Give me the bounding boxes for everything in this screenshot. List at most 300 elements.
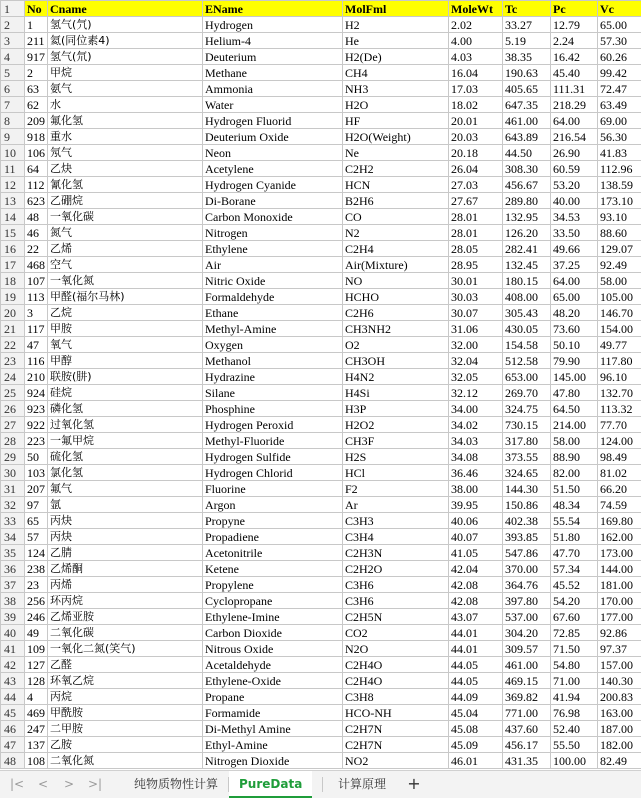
cell-vc[interactable]: 92.86 — [598, 625, 641, 641]
row-number[interactable]: 32 — [1, 497, 25, 513]
cell-molfml[interactable]: C2H4 — [343, 241, 449, 257]
cell-vc[interactable]: 177.00 — [598, 609, 641, 625]
cell-pc[interactable]: 60.59 — [551, 161, 598, 177]
cell-molfml[interactable]: CH4 — [343, 65, 449, 81]
cell-vc[interactable]: 99.42 — [598, 65, 641, 81]
row-number[interactable]: 47 — [1, 737, 25, 753]
cell-tc[interactable]: 393.85 — [503, 529, 551, 545]
cell-ename[interactable]: Nitric Oxide — [203, 273, 343, 289]
cell-no[interactable]: 97 — [25, 497, 48, 513]
cell-cname[interactable]: 一氧化碳 — [48, 209, 203, 225]
cell-cname[interactable]: 丙炔 — [48, 529, 203, 545]
cell-tc[interactable]: 456.67 — [503, 177, 551, 193]
row-number[interactable]: 23 — [1, 353, 25, 369]
cell-molfml[interactable]: HCN — [343, 177, 449, 193]
cell-molfml[interactable]: C3H8 — [343, 689, 449, 705]
cell-tc[interactable]: 190.63 — [503, 65, 551, 81]
cell-vc[interactable]: 187.00 — [598, 721, 641, 737]
cell-cname[interactable]: 硅烷 — [48, 385, 203, 401]
cell-molewt[interactable]: 39.95 — [449, 497, 503, 513]
cell-pc[interactable]: 64.00 — [551, 273, 598, 289]
cell-ename[interactable]: Hydrogen Fluorid — [203, 113, 343, 129]
cell-tc[interactable]: 643.89 — [503, 129, 551, 145]
cell-pc[interactable]: 72.85 — [551, 625, 598, 641]
cell-vc[interactable]: 81.02 — [598, 465, 641, 481]
cell-cname[interactable]: 乙烷 — [48, 305, 203, 321]
row-number[interactable]: 17 — [1, 257, 25, 273]
cell-vc[interactable]: 66.20 — [598, 481, 641, 497]
cell-no[interactable]: 210 — [25, 369, 48, 385]
cell-no[interactable]: 207 — [25, 481, 48, 497]
row-number[interactable]: 13 — [1, 193, 25, 209]
cell-tc[interactable]: 397.80 — [503, 593, 551, 609]
row-number[interactable]: 30 — [1, 465, 25, 481]
cell-no[interactable]: 917 — [25, 49, 48, 65]
cell-molewt[interactable]: 2.02 — [449, 17, 503, 33]
row-number[interactable]: 37 — [1, 577, 25, 593]
cell-pc[interactable]: 50.10 — [551, 337, 598, 353]
cell-ename[interactable]: Di-Methyl Amine — [203, 721, 343, 737]
cell-no[interactable]: 623 — [25, 193, 48, 209]
cell-molewt[interactable]: 32.00 — [449, 337, 503, 353]
cell-tc[interactable]: 132.45 — [503, 257, 551, 273]
row-number[interactable]: 14 — [1, 209, 25, 225]
cell-ename[interactable]: Formamide — [203, 705, 343, 721]
cell-molewt[interactable]: 32.05 — [449, 369, 503, 385]
row-number[interactable]: 46 — [1, 721, 25, 737]
cell-tc[interactable]: 5.19 — [503, 33, 551, 49]
cell-cname[interactable]: 氮气 — [48, 225, 203, 241]
cell-tc[interactable]: 44.50 — [503, 145, 551, 161]
cell-molewt[interactable]: 31.06 — [449, 321, 503, 337]
row-number[interactable]: 33 — [1, 513, 25, 529]
cell-no[interactable]: 57 — [25, 529, 48, 545]
cell-molewt[interactable]: 27.03 — [449, 177, 503, 193]
cell-tc[interactable]: 180.15 — [503, 273, 551, 289]
cell-vc[interactable]: 181.00 — [598, 577, 641, 593]
cell-vc[interactable]: 69.00 — [598, 113, 641, 129]
row-number[interactable]: 6 — [1, 81, 25, 97]
cell-tc[interactable]: 324.65 — [503, 465, 551, 481]
cell-vc[interactable]: 57.30 — [598, 33, 641, 49]
cell-cname[interactable]: 甲醛(福尔马林) — [48, 289, 203, 305]
cell-cname[interactable]: 乙烯酮 — [48, 561, 203, 577]
cell-molfml[interactable]: C3H3 — [343, 513, 449, 529]
cell-cname[interactable]: 环氧乙烷 — [48, 673, 203, 689]
cell-pc[interactable]: 82.00 — [551, 465, 598, 481]
cell-molewt[interactable]: 45.09 — [449, 737, 503, 753]
cell-cname[interactable]: 一氧化氮 — [48, 273, 203, 289]
cell-cname[interactable]: 乙胺 — [48, 737, 203, 753]
row-number[interactable]: 43 — [1, 673, 25, 689]
cell-tc[interactable]: 309.57 — [503, 641, 551, 657]
cell-molfml[interactable]: C2H2O — [343, 561, 449, 577]
tab-calc-principle[interactable]: 计算原理 — [338, 777, 387, 791]
cell-molfml[interactable]: NO2 — [343, 753, 449, 769]
cell-molewt[interactable]: 40.07 — [449, 529, 503, 545]
cell-ename[interactable]: Nitrogen — [203, 225, 343, 241]
cell-molewt[interactable]: 4.00 — [449, 33, 503, 49]
row-number[interactable]: 3 — [1, 33, 25, 49]
row-number[interactable]: 44 — [1, 689, 25, 705]
row-number[interactable]: 25 — [1, 385, 25, 401]
cell-pc[interactable]: 26.90 — [551, 145, 598, 161]
cell-vc[interactable]: 105.00 — [598, 289, 641, 305]
cell-molfml[interactable]: F2 — [343, 481, 449, 497]
cell-molewt[interactable]: 42.08 — [449, 577, 503, 593]
cell-pc[interactable]: 145.00 — [551, 369, 598, 385]
cell-no[interactable]: 107 — [25, 273, 48, 289]
cell-cname[interactable]: 氰化氢 — [48, 177, 203, 193]
cell-cname[interactable]: 氖气 — [48, 145, 203, 161]
cell-vc[interactable]: 117.80 — [598, 353, 641, 369]
cell-pc[interactable]: 216.54 — [551, 129, 598, 145]
cell-molfml[interactable]: C2H2 — [343, 161, 449, 177]
cell-no[interactable]: 65 — [25, 513, 48, 529]
cell-ename[interactable]: Neon — [203, 145, 343, 161]
cell-pc[interactable]: 67.60 — [551, 609, 598, 625]
cell-molewt[interactable]: 45.04 — [449, 705, 503, 721]
cell-no[interactable]: 1 — [25, 17, 48, 33]
cell-ename[interactable]: Argon — [203, 497, 343, 513]
row-number[interactable]: 7 — [1, 97, 25, 113]
cell-pc[interactable]: 12.79 — [551, 17, 598, 33]
cell-no[interactable]: 246 — [25, 609, 48, 625]
first-sheet-icon[interactable]: |< — [9, 777, 25, 791]
cell-tc[interactable]: 33.27 — [503, 17, 551, 33]
row-number[interactable]: 22 — [1, 337, 25, 353]
row-number[interactable]: 48 — [1, 753, 25, 769]
cell-ename[interactable]: Hydrogen — [203, 17, 343, 33]
cell-pc[interactable]: 37.25 — [551, 257, 598, 273]
cell-tc[interactable]: 132.95 — [503, 209, 551, 225]
cell-cname[interactable]: 一氟甲烷 — [48, 433, 203, 449]
cell-ename[interactable]: Methyl-Amine — [203, 321, 343, 337]
cell-no[interactable]: 116 — [25, 353, 48, 369]
cell-tc[interactable]: 269.70 — [503, 385, 551, 401]
cell-vc[interactable]: 132.70 — [598, 385, 641, 401]
cell-ename[interactable]: Ethane — [203, 305, 343, 321]
cell-molfml[interactable]: O2 — [343, 337, 449, 353]
cell-vc[interactable]: 173.00 — [598, 545, 641, 561]
cell-molfml[interactable]: C2H7N — [343, 721, 449, 737]
cell-no[interactable]: 137 — [25, 737, 48, 753]
cell-tc[interactable]: 402.38 — [503, 513, 551, 529]
cell-pc[interactable]: 100.00 — [551, 753, 598, 769]
cell-ename[interactable]: Ethylene-Oxide — [203, 673, 343, 689]
cell-molfml[interactable]: C2H5N — [343, 609, 449, 625]
cell-molfml[interactable]: Air(Mixture) — [343, 257, 449, 273]
cell-no[interactable]: 2 — [25, 65, 48, 81]
cell-ename[interactable]: Propadiene — [203, 529, 343, 545]
cell-cname[interactable]: 乙腈 — [48, 545, 203, 561]
cell-molfml[interactable]: He — [343, 33, 449, 49]
cell-vc[interactable]: 58.00 — [598, 273, 641, 289]
cell-vc[interactable]: 138.59 — [598, 177, 641, 193]
cell-pc[interactable]: 52.40 — [551, 721, 598, 737]
cell-pc[interactable]: 47.80 — [551, 385, 598, 401]
cell-molfml[interactable]: C3H4 — [343, 529, 449, 545]
cell-no[interactable]: 127 — [25, 657, 48, 673]
cell-molfml[interactable]: C3H6 — [343, 593, 449, 609]
cell-molewt[interactable]: 34.00 — [449, 401, 503, 417]
cell-vc[interactable]: 162.00 — [598, 529, 641, 545]
cell-pc[interactable]: 2.24 — [551, 33, 598, 49]
cell-no[interactable]: 112 — [25, 177, 48, 193]
cell-vc[interactable]: 163.00 — [598, 705, 641, 721]
cell-no[interactable]: 223 — [25, 433, 48, 449]
cell-molewt[interactable]: 28.95 — [449, 257, 503, 273]
cell-ename[interactable]: Acetaldehyde — [203, 657, 343, 673]
cell-no[interactable]: 64 — [25, 161, 48, 177]
cell-cname[interactable]: 丙烯 — [48, 577, 203, 593]
cell-molewt[interactable]: 30.07 — [449, 305, 503, 321]
row-number[interactable]: 38 — [1, 593, 25, 609]
cell-cname[interactable]: 水 — [48, 97, 203, 113]
row-number[interactable]: 4 — [1, 49, 25, 65]
cell-tc[interactable]: 304.20 — [503, 625, 551, 641]
cell-molfml[interactable]: CH3OH — [343, 353, 449, 369]
cell-pc[interactable]: 33.50 — [551, 225, 598, 241]
cell-cname[interactable]: 氢气(氕) — [48, 17, 203, 33]
row-number[interactable]: 11 — [1, 161, 25, 177]
cell-pc[interactable]: 57.34 — [551, 561, 598, 577]
cell-ename[interactable]: Hydrogen Chlorid — [203, 465, 343, 481]
cell-ename[interactable]: Propylene — [203, 577, 343, 593]
cell-molfml[interactable]: C2H4O — [343, 673, 449, 689]
cell-vc[interactable]: 112.96 — [598, 161, 641, 177]
header-no[interactable]: No — [25, 1, 48, 17]
cell-tc[interactable]: 437.60 — [503, 721, 551, 737]
cell-no[interactable]: 256 — [25, 593, 48, 609]
header-tc[interactable]: Tc — [503, 1, 551, 17]
cell-vc[interactable]: 49.77 — [598, 337, 641, 353]
cell-ename[interactable]: Acetonitrile — [203, 545, 343, 561]
prev-sheet-icon[interactable]: < — [37, 777, 49, 791]
cell-vc[interactable]: 146.70 — [598, 305, 641, 321]
row-number[interactable]: 26 — [1, 401, 25, 417]
cell-molfml[interactable]: CO — [343, 209, 449, 225]
cell-molewt[interactable]: 18.02 — [449, 97, 503, 113]
cell-molewt[interactable]: 28.01 — [449, 225, 503, 241]
cell-molewt[interactable]: 41.05 — [449, 545, 503, 561]
cell-cname[interactable]: 氢气(氘) — [48, 49, 203, 65]
cell-vc[interactable]: 65.00 — [598, 17, 641, 33]
cell-molfml[interactable]: NO — [343, 273, 449, 289]
cell-vc[interactable]: 157.00 — [598, 657, 641, 673]
cell-cname[interactable]: 乙硼烷 — [48, 193, 203, 209]
cell-molfml[interactable]: C2H3N — [343, 545, 449, 561]
cell-tc[interactable]: 373.55 — [503, 449, 551, 465]
cell-molewt[interactable]: 32.04 — [449, 353, 503, 369]
cell-tc[interactable]: 289.80 — [503, 193, 551, 209]
cell-ename[interactable]: Hydrogen Peroxid — [203, 417, 343, 433]
row-number[interactable]: 19 — [1, 289, 25, 305]
cell-cname[interactable]: 乙烯亚胺 — [48, 609, 203, 625]
cell-ename[interactable]: Acetylene — [203, 161, 343, 177]
cell-vc[interactable]: 144.00 — [598, 561, 641, 577]
cell-molfml[interactable]: CH3F — [343, 433, 449, 449]
row-number[interactable]: 36 — [1, 561, 25, 577]
cell-molfml[interactable]: N2 — [343, 225, 449, 241]
cell-molfml[interactable]: C3H6 — [343, 577, 449, 593]
cell-tc[interactable]: 324.75 — [503, 401, 551, 417]
cell-ename[interactable]: Di-Borane — [203, 193, 343, 209]
cell-molfml[interactable]: C2H4O — [343, 657, 449, 673]
cell-pc[interactable]: 49.66 — [551, 241, 598, 257]
cell-ename[interactable]: Oxygen — [203, 337, 343, 353]
cell-molfml[interactable]: H2O2 — [343, 417, 449, 433]
cell-pc[interactable]: 51.80 — [551, 529, 598, 545]
cell-ename[interactable]: Ammonia — [203, 81, 343, 97]
cell-molewt[interactable]: 34.02 — [449, 417, 503, 433]
cell-tc[interactable]: 653.00 — [503, 369, 551, 385]
cell-pc[interactable]: 34.53 — [551, 209, 598, 225]
row-number[interactable]: 45 — [1, 705, 25, 721]
row-number[interactable]: 39 — [1, 609, 25, 625]
cell-vc[interactable]: 60.26 — [598, 49, 641, 65]
cell-pc[interactable]: 73.60 — [551, 321, 598, 337]
cell-ename[interactable]: Nitrogen Dioxide — [203, 753, 343, 769]
cell-pc[interactable]: 214.00 — [551, 417, 598, 433]
cell-cname[interactable]: 氦(同位素4) — [48, 33, 203, 49]
cell-cname[interactable]: 甲烷 — [48, 65, 203, 81]
cell-tc[interactable]: 408.00 — [503, 289, 551, 305]
cell-molewt[interactable]: 45.08 — [449, 721, 503, 737]
cell-tc[interactable]: 461.00 — [503, 657, 551, 673]
cell-cname[interactable]: 甲酰胺 — [48, 705, 203, 721]
cell-vc[interactable]: 92.49 — [598, 257, 641, 273]
cell-no[interactable]: 209 — [25, 113, 48, 129]
cell-molewt[interactable]: 32.12 — [449, 385, 503, 401]
cell-ename[interactable]: Methyl-Fluoride — [203, 433, 343, 449]
row-number[interactable]: 21 — [1, 321, 25, 337]
cell-tc[interactable]: 150.86 — [503, 497, 551, 513]
cell-no[interactable]: 238 — [25, 561, 48, 577]
cell-no[interactable]: 211 — [25, 33, 48, 49]
cell-vc[interactable]: 72.47 — [598, 81, 641, 97]
cell-cname[interactable]: 氟化氢 — [48, 113, 203, 129]
cell-pc[interactable]: 71.00 — [551, 673, 598, 689]
cell-vc[interactable]: 77.70 — [598, 417, 641, 433]
cell-no[interactable]: 4 — [25, 689, 48, 705]
cell-ename[interactable]: Nitrous Oxide — [203, 641, 343, 657]
cell-vc[interactable]: 140.30 — [598, 673, 641, 689]
cell-tc[interactable]: 461.00 — [503, 113, 551, 129]
cell-vc[interactable]: 93.10 — [598, 209, 641, 225]
cell-pc[interactable]: 64.00 — [551, 113, 598, 129]
cell-molewt[interactable]: 42.04 — [449, 561, 503, 577]
cell-molewt[interactable]: 16.04 — [449, 65, 503, 81]
cell-no[interactable]: 3 — [25, 305, 48, 321]
cell-molfml[interactable]: HF — [343, 113, 449, 129]
cell-cname[interactable]: 环丙烷 — [48, 593, 203, 609]
cell-tc[interactable]: 771.00 — [503, 705, 551, 721]
cell-cname[interactable]: 乙烯 — [48, 241, 203, 257]
cell-molewt[interactable]: 20.03 — [449, 129, 503, 145]
cell-tc[interactable]: 512.58 — [503, 353, 551, 369]
cell-vc[interactable]: 169.80 — [598, 513, 641, 529]
cell-tc[interactable]: 456.17 — [503, 737, 551, 753]
cell-tc[interactable]: 308.30 — [503, 161, 551, 177]
cell-cname[interactable]: 氧气 — [48, 337, 203, 353]
last-sheet-icon[interactable]: >| — [87, 777, 103, 791]
cell-cname[interactable]: 二氧化碳 — [48, 625, 203, 641]
cell-molfml[interactable]: H3P — [343, 401, 449, 417]
cell-cname[interactable]: 二氧化氮 — [48, 753, 203, 769]
cell-molewt[interactable]: 26.04 — [449, 161, 503, 177]
cell-pc[interactable]: 45.40 — [551, 65, 598, 81]
cell-tc[interactable]: 369.82 — [503, 689, 551, 705]
cell-no[interactable]: 103 — [25, 465, 48, 481]
cell-tc[interactable]: 730.15 — [503, 417, 551, 433]
cell-ename[interactable]: Formaldehyde — [203, 289, 343, 305]
cell-ename[interactable]: Helium-4 — [203, 33, 343, 49]
cell-ename[interactable]: Methane — [203, 65, 343, 81]
cell-molfml[interactable]: C2H7N — [343, 737, 449, 753]
cell-molewt[interactable]: 17.03 — [449, 81, 503, 97]
cell-ename[interactable]: Methanol — [203, 353, 343, 369]
cell-no[interactable]: 62 — [25, 97, 48, 113]
cell-molewt[interactable]: 44.01 — [449, 625, 503, 641]
cell-no[interactable]: 113 — [25, 289, 48, 305]
tab-puredata[interactable]: PureData — [229, 771, 312, 798]
cell-cname[interactable]: 乙醛 — [48, 657, 203, 673]
row-number[interactable]: 31 — [1, 481, 25, 497]
cell-pc[interactable]: 111.31 — [551, 81, 598, 97]
cell-molewt[interactable]: 44.01 — [449, 641, 503, 657]
cell-molewt[interactable]: 46.01 — [449, 753, 503, 769]
cell-ename[interactable]: Propyne — [203, 513, 343, 529]
cell-no[interactable]: 117 — [25, 321, 48, 337]
row-number[interactable]: 42 — [1, 657, 25, 673]
cell-ename[interactable]: Deuterium Oxide — [203, 129, 343, 145]
cell-vc[interactable]: 98.49 — [598, 449, 641, 465]
cell-tc[interactable]: 282.41 — [503, 241, 551, 257]
cell-pc[interactable]: 76.98 — [551, 705, 598, 721]
cell-molewt[interactable]: 43.07 — [449, 609, 503, 625]
header-molewt[interactable]: MoleWt — [449, 1, 503, 17]
cell-molewt[interactable]: 30.01 — [449, 273, 503, 289]
cell-molfml[interactable]: N2O — [343, 641, 449, 657]
cell-vc[interactable]: 63.49 — [598, 97, 641, 113]
row-number[interactable]: 2 — [1, 17, 25, 33]
cell-ename[interactable]: Ethylene — [203, 241, 343, 257]
cell-vc[interactable]: 173.10 — [598, 193, 641, 209]
cell-cname[interactable]: 氯化氢 — [48, 465, 203, 481]
cell-cname[interactable]: 磷化氢 — [48, 401, 203, 417]
cell-vc[interactable]: 88.60 — [598, 225, 641, 241]
cell-tc[interactable]: 144.30 — [503, 481, 551, 497]
cell-pc[interactable]: 48.34 — [551, 497, 598, 513]
cell-molewt[interactable]: 20.18 — [449, 145, 503, 161]
cell-pc[interactable]: 51.50 — [551, 481, 598, 497]
cell-no[interactable]: 106 — [25, 145, 48, 161]
cell-no[interactable]: 918 — [25, 129, 48, 145]
cell-molewt[interactable]: 4.03 — [449, 49, 503, 65]
cell-pc[interactable]: 54.20 — [551, 593, 598, 609]
cell-vc[interactable]: 74.59 — [598, 497, 641, 513]
cell-molewt[interactable]: 44.05 — [449, 657, 503, 673]
cell-pc[interactable]: 65.00 — [551, 289, 598, 305]
cell-tc[interactable]: 38.35 — [503, 49, 551, 65]
cell-molfml[interactable]: Ne — [343, 145, 449, 161]
cell-cname[interactable]: 二甲胺 — [48, 721, 203, 737]
cell-pc[interactable]: 54.80 — [551, 657, 598, 673]
cell-ename[interactable]: Phosphine — [203, 401, 343, 417]
cell-no[interactable]: 48 — [25, 209, 48, 225]
cell-ename[interactable]: Carbon Dioxide — [203, 625, 343, 641]
